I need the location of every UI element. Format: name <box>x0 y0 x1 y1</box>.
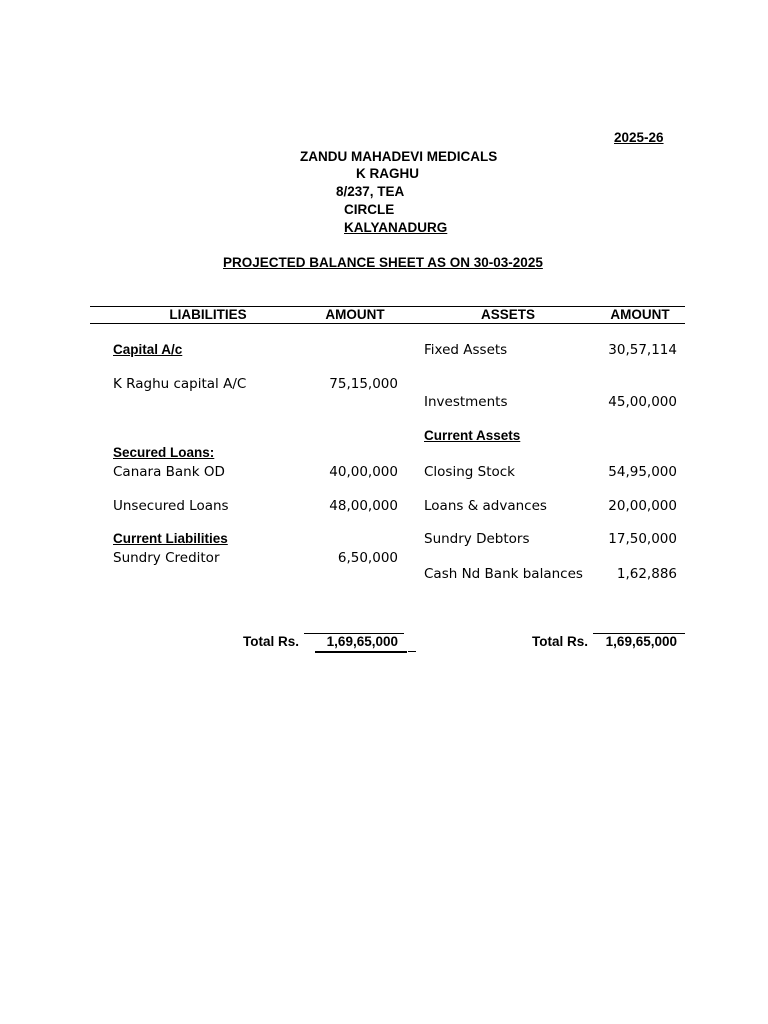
unsecured-loan-label: Unsecured Loans <box>113 498 229 514</box>
col-assets: ASSETS <box>480 307 535 322</box>
right-total-label: Total Rs. <box>532 634 589 649</box>
address-line-1: 8/237, TEA <box>336 184 405 199</box>
current-assets-heading: Current Assets <box>424 428 521 443</box>
investments-label: Investments <box>424 394 508 410</box>
left-total-rule-tail <box>408 651 416 652</box>
proprietor-name: K RAGHU <box>356 166 419 181</box>
col-amount-right: AMOUNT <box>610 307 670 322</box>
capital-label: K Raghu capital A/C <box>113 376 247 392</box>
capital-amount: 75,15,000 <box>329 376 398 392</box>
financial-year: 2025-26 <box>614 130 664 145</box>
capital-heading: Capital A/c <box>113 342 183 357</box>
closing-stock-label: Closing Stock <box>424 464 515 480</box>
secured-loan-label: Canara Bank OD <box>113 464 225 480</box>
left-total-label: Total Rs. <box>243 634 300 649</box>
document-title: PROJECTED BALANCE SHEET AS ON 30-03-2025 <box>223 255 543 270</box>
fixed-assets-amount: 30,57,114 <box>608 342 677 358</box>
left-total-double-rule <box>315 651 407 653</box>
cash-bank-label: Cash Nd Bank balances <box>424 566 583 582</box>
current-liabilities-heading: Current Liabilities <box>113 531 228 546</box>
cash-bank-amount: 1,62,886 <box>616 566 677 582</box>
sundry-debtors-label: Sundry Debtors <box>424 531 530 547</box>
right-total-amount: 1,69,65,000 <box>605 634 677 649</box>
fixed-assets-label: Fixed Assets <box>424 342 508 358</box>
left-total-amount: 1,69,65,000 <box>326 634 398 649</box>
sundry-creditor-label: Sundry Creditor <box>113 550 220 566</box>
investments-amount: 45,00,000 <box>608 394 677 410</box>
sundry-debtors-amount: 17,50,000 <box>608 531 677 547</box>
col-amount-left: AMOUNT <box>325 307 385 322</box>
firm-name: ZANDU MAHADEVI MEDICALS <box>300 149 498 164</box>
loans-advances-label: Loans & advances <box>424 498 547 514</box>
loans-advances-amount: 20,00,000 <box>608 498 677 514</box>
address-line-2: CIRCLE <box>344 202 395 217</box>
sundry-creditor-amount: 6,50,000 <box>337 550 398 566</box>
secured-loan-amount: 40,00,000 <box>329 464 398 480</box>
col-liabilities: LIABILITIES <box>169 307 247 322</box>
unsecured-loan-amount: 48,00,000 <box>329 498 398 514</box>
address-line-3: KALYANADURG <box>344 220 448 235</box>
closing-stock-amount: 54,95,000 <box>608 464 677 480</box>
secured-loans-heading: Secured Loans: <box>113 445 215 460</box>
